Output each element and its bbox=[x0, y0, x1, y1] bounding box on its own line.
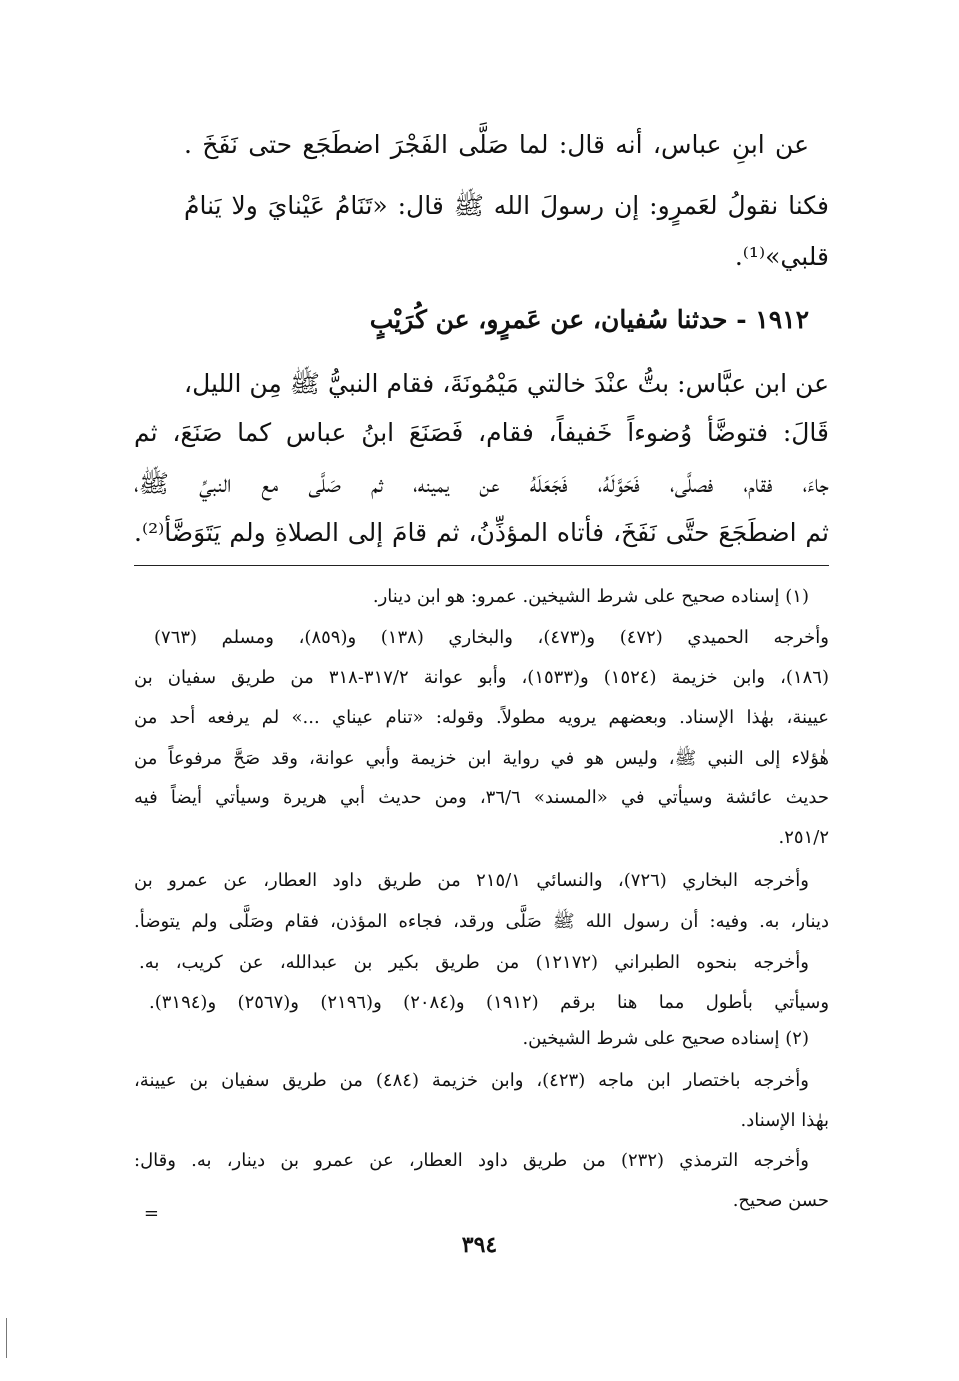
footnote-line: (١) إسناده صحيح على شرط الشيخين. عمرو: هو ابن دينار. bbox=[372, 586, 809, 607]
hadith-line: قلبي»⁽¹⁾. bbox=[734, 242, 829, 271]
footnote-line: وأخرجه بنحوه الطبراني (١٢١٧٢) من طريق بكير بن عبدالله، عن كريب، به. bbox=[139, 952, 809, 973]
footnote-line: وأخرجه الترمذي (٢٣٢) من طريق داود العطار، عن عمرو بن دينار، به. وقال: bbox=[134, 1150, 809, 1171]
footnote-end-mark: = bbox=[143, 1203, 159, 1224]
footnote-separator bbox=[134, 565, 829, 566]
hadith-heading: ١٩١٢ - حدثنا سُفيان، عن عَمرٍو، عن كُرَيْبٍ bbox=[369, 305, 809, 334]
footnote-line: وأخرجه البخاري (٧٢٦)، والنسائي ٢١٥/١ من طريق داود العطار، عن عمرو بن bbox=[134, 870, 809, 891]
footnote-line: دينار، به. وفيه: أن رسول الله ﷺ صَلَّى ورقد، فجاءه المؤذن، فقام وصَلَّى ولم يتوضأ. bbox=[134, 911, 829, 932]
footnote-line: هٰؤلاء إلى النبي ﷺ، وليس هو في رواية ابن خزيمة وأبي عوانة، وقد صَحَّ مرفوعاً من bbox=[134, 748, 829, 769]
footnote-line: حسن صحيح. bbox=[732, 1190, 829, 1211]
hadith-line: عن ابن عبَّاس: بتُّ عنْدَ خالتي مَيْمُونَةَ، فقام النبيُّ ﷺ مِن الليل، bbox=[184, 369, 829, 398]
footnote-line: وسيأتي بأطول مما هنا برقم (١٩١٢) و(٢٠٨٤) و(٢١٩٦) و(٢٥٦٧) و(٣١٩٤). bbox=[149, 992, 830, 1013]
scan-edge-mark bbox=[6, 1318, 7, 1358]
hadith-line: عن ابنِ عباس، أنه قال: لما صَلَّى الفَجْرَ اضطَجَع حتى نَفَخَ . bbox=[184, 130, 809, 159]
footnote-line: ٢٥١/٢. bbox=[778, 827, 829, 848]
footnote-line: (٢) إسناده صحيح على شرط الشيخين. bbox=[522, 1028, 809, 1049]
page-number: ٣٩٤ bbox=[461, 1232, 498, 1258]
footnote-line: (١٨٦)، وابن خزيمة (١٥٢٤) و(١٥٣٣)، وأبو عوانة ٣١٧/٢-٣١٨ من طريق سفيان بن bbox=[134, 667, 829, 688]
hadith-line: فكنا نقولُ لعَمرٍو: إن رسولَ الله ﷺ قال: «تَنَامُ عَيْنايَ ولا يَنامُ bbox=[184, 191, 829, 220]
hadith-line: ثم اضطَجَعَ حتَّى نَفَخَ، فأتاه المؤذِّنُ، ثم قامَ إلى الصلاةِ ولم يَتَوَضَّأ⁽²⁾. bbox=[134, 518, 829, 547]
hadith-line: قَالَ: فتوضَّأ وُضوءاً خَفيفاً، فقام، فَصَنَعَ ابنُ عباس كما صَنَعَ، ثم bbox=[134, 418, 829, 447]
footnote-line: وأخرجه باختصار ابن ماجه (٤٢٣)، وابن خزيمة (٤٨٤) من طريق سفيان بن عيينة، bbox=[134, 1070, 809, 1091]
footnote-line: عيينة، بهٰذا الإسناد. وبعضهم يرويه مطولاً. وقوله: «تنام عيناي ...» لم يرفعه أحد من bbox=[134, 707, 829, 728]
footnote-line: حديث عائشة وسيأتي في «المسند» ٣٦/٦، ومن حديث أبي هريرة وسيأتي أيضاً فيه bbox=[134, 787, 829, 808]
footnote-line: بهٰذا الإسناد. bbox=[740, 1110, 829, 1131]
footnote-line: وأخرجه الحميدي (٤٧٢) و(٤٧٣)، والبخاري (١٣٨) و(٨٥٩)، ومسلم (٧٦٣) bbox=[154, 627, 829, 648]
hadith-line: جاءَ، فقام، فصلَّى، فَحَوَّلَهُ، فَجَعَلَهُ عن يمينه، ثم صَلَّى مع النبيِّ ﷺ، bbox=[134, 469, 829, 498]
